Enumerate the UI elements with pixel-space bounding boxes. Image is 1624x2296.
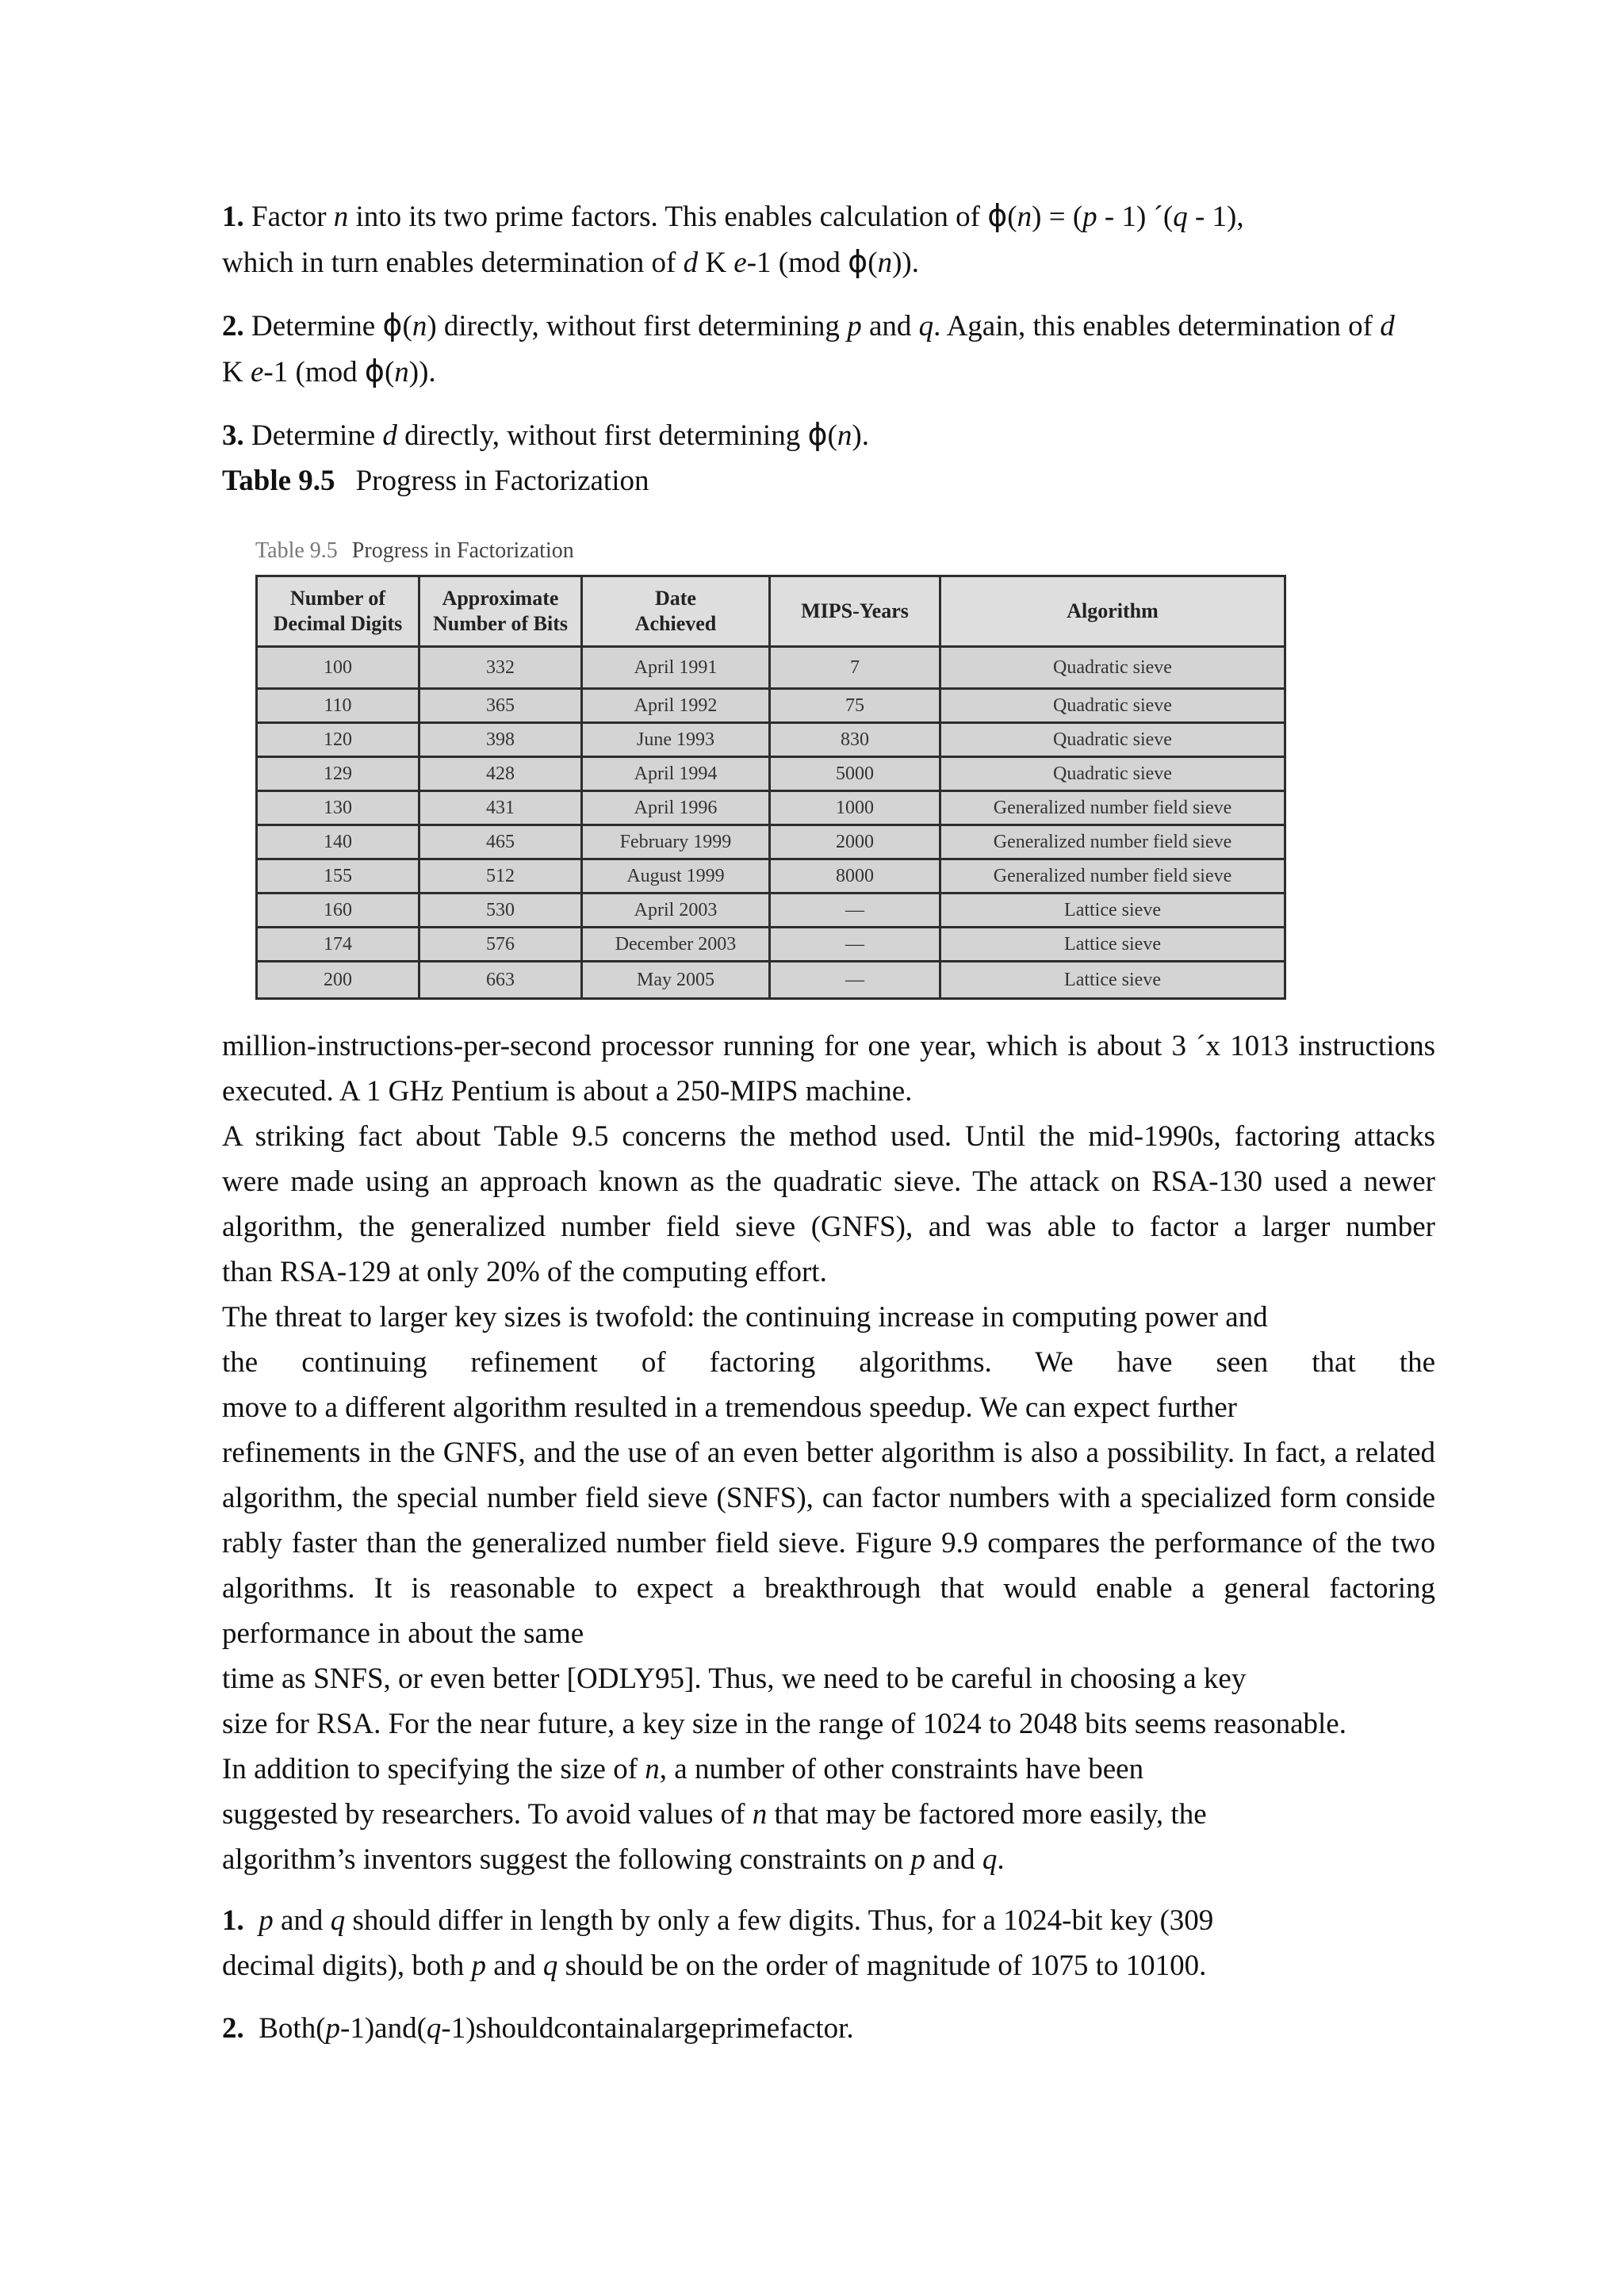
table-cell: 530 [419, 894, 582, 928]
table-cell: 365 [419, 689, 582, 723]
table-cell: 140 [257, 825, 419, 859]
var-n: n [645, 1753, 660, 1785]
phi-symbol: ϕ [848, 244, 868, 279]
table-caption-title: Progress in Factorization [355, 465, 649, 497]
item-number: 1. [222, 201, 244, 233]
table-cell: 7 [770, 647, 940, 689]
text-line: algorithm, the special number field sieve (SNFS), can factor numbers with a specialized form conside [222, 1482, 1435, 1514]
text-run: ). [852, 419, 869, 452]
text-run: -1 (mod [746, 247, 848, 279]
table-cell: August 1999 [582, 859, 770, 894]
table-row [257, 928, 1285, 962]
table-row [257, 757, 1285, 791]
text-run: should be on the order of magnitude of 1075 to 10100. [557, 1950, 1207, 1982]
var-q: q [1173, 201, 1188, 233]
table-row [257, 825, 1285, 859]
table-header-row [257, 576, 1285, 647]
text-run: ( [1007, 201, 1017, 233]
table-row [257, 689, 1285, 723]
table-cell: 100 [257, 647, 419, 689]
list-item-1 [222, 193, 1435, 285]
text-run: algorithm’s inventors suggest the following constraints on [222, 1843, 911, 1876]
table-cell: Generalized number field sieve [940, 791, 1285, 825]
table-row [257, 791, 1285, 825]
table-cell: Lattice sieve [940, 928, 1285, 962]
table-cell: Generalized number field sieve [940, 825, 1285, 859]
factorization-table [255, 575, 1286, 1000]
text-run: ( [827, 419, 837, 452]
table-cell: Quadratic sieve [940, 689, 1285, 723]
var-p: p [325, 2012, 341, 2045]
var-p: p [1082, 201, 1097, 233]
var-q: q [330, 1904, 346, 1937]
text-run: Determine [243, 419, 383, 452]
text-run: . [997, 1843, 1005, 1876]
body-text [222, 1024, 1435, 1882]
text-run: directly, without first determining [396, 419, 808, 452]
text-run: -1)and( [340, 2012, 427, 2045]
table-cell: April 1994 [582, 757, 770, 791]
table-cell: Quadratic sieve [940, 723, 1285, 757]
table-cell: December 2003 [582, 928, 770, 962]
text-line: million-instructions-per-second processor running for one year, which is about 3 ´x 1013 instructions [222, 1030, 1435, 1062]
table-cell: 200 [257, 962, 419, 999]
table-cell: 110 [257, 689, 419, 723]
var-q: q [542, 1950, 558, 1982]
text-run: and [485, 1950, 543, 1982]
var-n: n [837, 419, 852, 452]
text-line: size for RSA. For the near future, a key size in the range of 1024 to 2048 bits seems reasonable. [222, 1708, 1346, 1740]
header-line: Number of [289, 587, 386, 610]
list-item-3 [222, 412, 1435, 458]
document-page [222, 193, 1435, 2051]
table-cell: 576 [419, 928, 582, 962]
text-run: which in turn enables determination of [222, 247, 684, 279]
text-run: ) = ( [1032, 201, 1083, 233]
var-e: e [250, 356, 264, 388]
table-cell: Generalized number field sieve [940, 859, 1285, 894]
table-body [257, 647, 1285, 999]
table-cell: 465 [419, 825, 582, 859]
table-caption [222, 458, 1435, 503]
text-run: Factor [243, 201, 334, 233]
figure-caption-label: Table 9.5 [255, 538, 338, 563]
header-line: Algorithm [1067, 599, 1159, 622]
text-line: the continuing refinement of factoring algorithms. We have seen that the [222, 1346, 1435, 1379]
table-caption-label: Table 9.5 [222, 465, 335, 497]
table-cell: Lattice sieve [940, 962, 1285, 999]
text-run: that may be factored more easily, the [767, 1798, 1207, 1831]
table-cell: 75 [770, 689, 940, 723]
text-run: K [698, 247, 734, 279]
table-cell: Quadratic sieve [940, 757, 1285, 791]
text-run: suggested by researchers. To avoid values of [222, 1798, 753, 1831]
text-run: -1 (mod [263, 356, 365, 388]
phi-symbol: ϕ [807, 417, 828, 452]
table-cell: 155 [257, 859, 419, 894]
var-n: n [1017, 201, 1032, 233]
text-line: algorithm, the generalized number field sieve (GNFS), and was able to factor a larger number [222, 1211, 1435, 1243]
table-cell: 2000 [770, 825, 940, 859]
text-run: should differ in length by only a few digits. Thus, for a 1024-bit key (309 [345, 1904, 1214, 1937]
table-row [257, 647, 1285, 689]
table-row [257, 894, 1285, 928]
figure-caption [255, 537, 1286, 565]
text-line: rably faster than the generalized number field sieve. Figure 9.9 compares the performance of the two [222, 1527, 1435, 1559]
col-header-algorithm [940, 576, 1285, 647]
text-run: into its two prime factors. This enables calculation of [348, 201, 988, 233]
var-d: d [1380, 310, 1395, 342]
text-line: refinements in the GNFS, and the use of an even better algorithm is also a possibility. In fact, a related [222, 1437, 1435, 1469]
table-cell: 160 [257, 894, 419, 928]
table-cell: 830 [770, 723, 940, 757]
table-row [257, 859, 1285, 894]
var-q: q [426, 2012, 442, 2045]
text-line: algorithms. It is reasonable to expect a breakthrough that would enable a general factoring [222, 1572, 1435, 1605]
table-cell: May 2005 [582, 962, 770, 999]
table-cell: 512 [419, 859, 582, 894]
text-run: ( [868, 247, 878, 279]
var-p: p [847, 310, 862, 342]
text-run: . Again, this enables determination of [933, 310, 1381, 342]
table-figure [255, 537, 1286, 1000]
table-cell: 1000 [770, 791, 940, 825]
table-cell: June 1993 [582, 723, 770, 757]
table-cell: February 1999 [582, 825, 770, 859]
text-run: Both( [243, 2012, 326, 2045]
text-run: and [273, 1904, 331, 1937]
table-cell: 174 [257, 928, 419, 962]
text-line [222, 1837, 1435, 1882]
text-run: )). [408, 356, 436, 388]
table-cell: April 1992 [582, 689, 770, 723]
table-cell: 332 [419, 647, 582, 689]
table-cell: April 1991 [582, 647, 770, 689]
text-run: Determine [243, 310, 383, 342]
table-cell: — [770, 928, 940, 962]
text-run: decimal digits), both [222, 1950, 472, 1982]
header-line: Date [655, 587, 696, 610]
text-line: The threat to larger key sizes is twofold: the continuing increase in computing power and [222, 1301, 1268, 1334]
phi-symbol: ϕ [382, 308, 403, 342]
table-cell: 398 [419, 723, 582, 757]
text-run: -1)shouldcontainalargeprimefactor. [441, 2012, 854, 2045]
list-item-2 [222, 303, 1435, 395]
table-cell: 5000 [770, 757, 940, 791]
text-run: )). [892, 247, 919, 279]
item-number: 2. [222, 310, 244, 342]
text-run: , a number of other constraints have been [659, 1753, 1144, 1785]
table-cell: 431 [419, 791, 582, 825]
text-run: ) directly, without first determining [427, 310, 848, 342]
header-line: Decimal Digits [273, 612, 403, 635]
header-line: Achieved [634, 612, 717, 635]
var-p: p [471, 1950, 486, 1982]
text-line: performance in about the same [222, 1617, 584, 1650]
var-p: p [259, 1904, 274, 1937]
table-cell: 130 [257, 791, 419, 825]
table-cell: April 1996 [582, 791, 770, 825]
var-n: n [394, 356, 409, 388]
var-p: p [910, 1843, 925, 1876]
phi-symbol: ϕ [987, 198, 1008, 233]
table-cell: 120 [257, 723, 419, 757]
col-header-date [582, 576, 770, 647]
table-cell: April 2003 [582, 894, 770, 928]
constraint-item-1 [222, 1898, 1435, 1988]
text-run: ( [384, 356, 395, 388]
item-number: 1. [222, 1904, 244, 1937]
item-number: 2. [222, 2012, 244, 2045]
text-run [244, 1904, 259, 1937]
text-run: - 1), [1187, 201, 1244, 233]
var-n: n [333, 201, 349, 233]
phi-symbol: ϕ [364, 354, 385, 388]
text-line: were made using an approach known as the quadratic sieve. The attack on RSA-130 used a newer [222, 1165, 1435, 1198]
table-cell: Quadratic sieve [940, 647, 1285, 689]
text-line: move to a different algorithm resulted in a tremendous speedup. We can expect further [222, 1391, 1237, 1424]
figure-caption-title: Progress in Factorization [351, 538, 574, 563]
text-run: ( [402, 310, 412, 342]
text-line [222, 1792, 1435, 1837]
text-line: A striking fact about Table 9.5 concerns the method used. Until the mid-1990s, factoring attacks [222, 1120, 1435, 1153]
table-row [257, 723, 1285, 757]
var-d: d [683, 247, 699, 279]
var-d: d [382, 419, 397, 452]
table-cell: Lattice sieve [940, 894, 1285, 928]
header-line: Approximate [442, 587, 559, 610]
var-q: q [982, 1843, 998, 1876]
var-q: q [918, 310, 934, 342]
constraint-item-2 [222, 2006, 1435, 2051]
text-run: - 1) ´( [1097, 201, 1174, 233]
header-line: MIPS-Years [801, 599, 909, 622]
text-run: In addition to specifying the size of [222, 1753, 645, 1785]
header-line: Number of Bits [433, 612, 568, 635]
text-run: and [861, 310, 919, 342]
table-cell: — [770, 894, 940, 928]
table-cell: 8000 [770, 859, 940, 894]
text-line: executed. A 1 GHz Pentium is about a 250-MIPS machine. [222, 1075, 913, 1108]
item-number: 3. [222, 419, 244, 452]
var-n: n [752, 1798, 768, 1831]
text-run: K [222, 356, 251, 388]
var-n: n [877, 247, 893, 279]
col-header-digits [257, 576, 419, 647]
var-e: e [733, 247, 747, 279]
table-cell: 129 [257, 757, 419, 791]
text-line: time as SNFS, or even better [ODLY95]. Thus, we need to be careful in choosing a key [222, 1663, 1247, 1695]
col-header-bits [419, 576, 582, 647]
text-run: and [925, 1843, 982, 1876]
table-cell: 428 [419, 757, 582, 791]
text-line: than RSA-129 at only 20% of the computing effort. [222, 1256, 827, 1288]
table-cell: 663 [419, 962, 582, 999]
table-row [257, 962, 1285, 999]
col-header-mips [770, 576, 940, 647]
var-n: n [412, 310, 427, 342]
text-line [222, 1747, 1435, 1792]
table-cell: — [770, 962, 940, 999]
